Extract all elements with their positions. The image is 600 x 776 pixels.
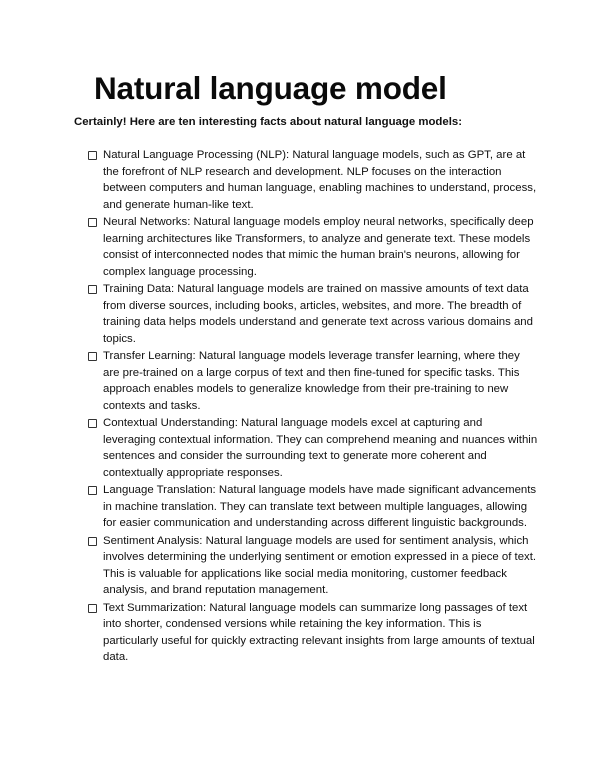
checkbox-icon[interactable]: [88, 537, 97, 546]
checklist-item-text: Text Summarization: Natural language models can summarize long passages of text into shorter, condensed versions while retaining the key information. This is particularly useful for quickly extracting relevant insights from large amounts of textual data.: [103, 601, 535, 663]
checklist-item: [88, 348, 538, 414]
intro-paragraph: Certainly! Here are ten interesting facts about natural language models:: [74, 116, 463, 128]
checklist-item: [88, 214, 538, 280]
checklist-item-text: Contextual Understanding: Natural language models excel at capturing and leveraging contextual information. They can comprehend meaning and nuances within sentences and consider the surrounding text to generate more coherent and contextually appropriate responses.: [103, 417, 538, 479]
checkbox-icon[interactable]: [88, 151, 97, 160]
checklist-item-text: Sentiment Analysis: Natural language models are used for sentiment analysis, which involves determining the underlying sentiment or emotion expressed in a piece of text. This is valuable for applications like social media monitoring, customer feedback analysis, and brand reputation management.: [103, 534, 537, 596]
checklist-item: [88, 533, 538, 599]
checklist-item-text: Natural Language Processing (NLP): Natural language models, such as GPT, are at the forefront of NLP research and development. NLP focuses on the interaction between computers and human language, enabling machines to understand, process, and generate human-like text.: [103, 149, 537, 211]
checkbox-icon[interactable]: [88, 486, 97, 495]
checklist-item-text: Transfer Learning: Natural language models leverage transfer learning, where they are pre-trained on a large corpus of text and then fine-tuned for specific tasks. This approach enables models to generalize knowledge from their pre-training to new contexts and tasks.: [103, 350, 520, 412]
checklist-item: [88, 415, 538, 481]
checklist-item-text: Language Translation: Natural language models have made significant advancements in machine translation. They can translate text between multiple languages, allowing for easier communication and understanding across different linguistic backgrounds.: [103, 484, 537, 529]
checklist-item: [88, 482, 538, 532]
checkbox-icon[interactable]: [88, 352, 97, 361]
document-title: Natural language model: [94, 70, 447, 106]
checklist-item: [88, 281, 538, 347]
checklist-item: [88, 147, 538, 213]
checkbox-icon[interactable]: [88, 218, 97, 227]
fact-checklist: [88, 147, 538, 667]
checklist-item-text: Neural Networks: Natural language models employ neural networks, specifically deep learning architectures like Transformers, to analyze and generate text. These models consist of interconnected nodes that mimic the human brain's neurons, allowing for complex language processing.: [103, 216, 534, 278]
checkbox-icon[interactable]: [88, 604, 97, 613]
checkbox-icon[interactable]: [88, 285, 97, 294]
checklist-item: [88, 600, 538, 666]
checklist-item-text: Training Data: Natural language models are trained on massive amounts of text data from diverse sources, including books, articles, websites, and more. The breadth of training data helps models understand and generate text across various domains and topics.: [103, 283, 533, 345]
checkbox-icon[interactable]: [88, 419, 97, 428]
